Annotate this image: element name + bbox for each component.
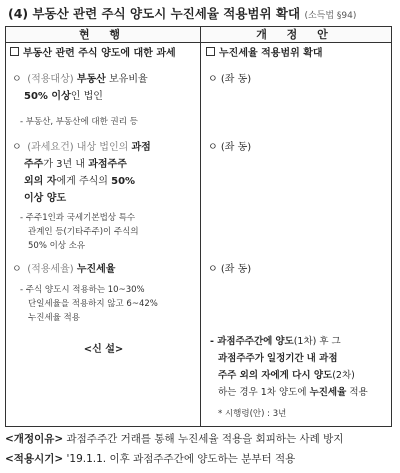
reason-text: 과점주주간 거래를 통해 누진세율 적용을 회피하는 사례 방지 xyxy=(66,433,344,445)
law-reference: (소득법 §94) xyxy=(304,11,357,21)
item-text: 인 법인 xyxy=(70,91,103,102)
current-item-requirement xyxy=(12,139,198,207)
current-item-target xyxy=(12,71,198,105)
item-text: (2차) xyxy=(332,370,355,381)
amend-same-3: ㅇ (좌 동) xyxy=(208,264,252,275)
item-text: 과점주주 xyxy=(88,159,127,170)
amend-new-item xyxy=(210,333,392,401)
current-item-rate-sub xyxy=(20,283,198,325)
sub-line: 단일세율을 적용하지 않고 6~42% xyxy=(28,299,158,309)
header-amendment: 개 정 안 xyxy=(256,28,336,41)
item-text: 가 3년 내 xyxy=(43,159,86,170)
item-text: 과점주주가 xyxy=(218,353,264,364)
amend-column xyxy=(206,43,388,59)
header-current: 현 행 xyxy=(78,28,129,41)
amend-same-2: ㅇ (좌 동) xyxy=(208,142,252,153)
sub-line: - 주주1인과 국세기본법상 특수 xyxy=(20,213,136,223)
current-section-label: 부동산 관련 주식 양도에 대한 과세 xyxy=(23,47,176,59)
item-text: 보유비율 xyxy=(109,74,148,85)
item-text: 내 과점 xyxy=(306,353,338,364)
item-text: 부동산 xyxy=(76,74,106,85)
item-text: 50% xyxy=(111,176,136,187)
current-column xyxy=(10,43,196,59)
sub-line: - 주식 양도시 적용하는 10~30% xyxy=(20,285,145,295)
item-text: (1차) 후 그 xyxy=(293,336,341,347)
bullet-icon: ㅇ xyxy=(12,74,22,85)
item-text: - 과점주주간에 xyxy=(210,336,273,347)
current-item-target-sub: - 부동산, 부동산에 대한 권리 등 xyxy=(20,117,138,127)
item-text: 누진세율 xyxy=(309,387,347,398)
sub-line: 50% 이상 소유 xyxy=(28,241,86,251)
doc-title-text: (4) 부동산 관련 주식 양도시 누진세율 적용범위 확대 xyxy=(8,6,301,21)
new-provision-label: <신 설> xyxy=(83,344,124,355)
sub-line: 관계인 등(기타주주)이 주식의 xyxy=(28,227,139,237)
amend-section-title xyxy=(206,43,388,59)
item-text: 누진세율 xyxy=(76,264,116,275)
current-item-rate xyxy=(12,261,198,278)
effective-note xyxy=(5,451,295,466)
item-text: 적용 xyxy=(349,387,368,398)
bullet-icon: ㅇ xyxy=(12,142,22,153)
item-text: 주주 xyxy=(24,159,44,170)
item-text: 하는 경우 1차 양도에 xyxy=(218,387,307,398)
item-text: 주주 외의 자에게 다시 양도 xyxy=(218,370,333,381)
column-divider xyxy=(200,27,201,426)
item-text: 외의 자 xyxy=(24,176,57,187)
effective-label: <적용시기> xyxy=(5,453,64,465)
item-text: 일정기간 xyxy=(266,353,304,364)
item-label: (적용세율) xyxy=(27,264,74,275)
reason-label: <개정이유> xyxy=(5,433,64,445)
item-text: 양도 xyxy=(275,336,294,347)
amend-same-1: ㅇ (좌 동) xyxy=(208,74,252,85)
comparison-table xyxy=(5,26,392,427)
item-text: 이상 양도 xyxy=(24,193,67,204)
item-label: (적용대상) xyxy=(27,74,74,85)
current-section-title xyxy=(10,43,196,59)
item-label: (과세요건) 내상 법인의 xyxy=(27,142,129,153)
bullet-icon: ㅇ xyxy=(12,264,22,275)
table-header xyxy=(6,27,391,43)
amend-section-label: 누진세율 적용범위 확대 xyxy=(219,47,323,59)
doc-title xyxy=(8,4,356,22)
amend-effective-note: * 시행령(안) : 3년 xyxy=(218,409,287,419)
reason-note xyxy=(5,431,343,446)
checkbox-square-icon xyxy=(10,47,19,56)
checkbox-square-icon xyxy=(206,47,215,56)
item-text: 과점 xyxy=(131,142,151,153)
item-text: 50% 이상 xyxy=(24,91,71,102)
effective-text: '19.1.1. 이후 과점주주간에 양도하는 분부터 적용 xyxy=(66,453,296,465)
item-text: 에게 주식의 xyxy=(56,176,108,187)
current-item-requirement-sub xyxy=(20,211,198,253)
sub-line: 누진세율 적용 xyxy=(28,313,80,323)
